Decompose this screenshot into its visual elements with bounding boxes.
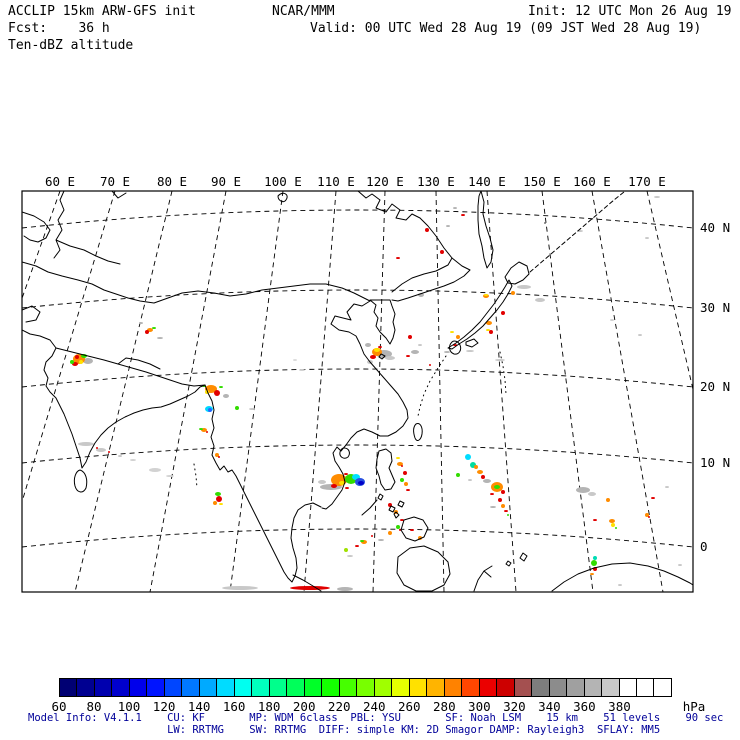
radar-echo <box>78 442 94 446</box>
radar-echo <box>96 447 98 449</box>
lon-label: 110 E <box>317 174 355 189</box>
model-info-line2: LW: RRTMG SW: RRTMG DIFF: simple KM: 2D Smagor DAMP: Rayleigh3 SFLAY: MM5 <box>28 724 661 736</box>
radar-echo <box>378 346 382 348</box>
radar-echo <box>318 480 326 484</box>
island-chain <box>194 464 197 488</box>
coastline <box>414 424 423 441</box>
coastline <box>392 258 452 292</box>
radar-echo <box>79 360 83 364</box>
radar-echo <box>290 586 330 590</box>
lon-label: 100 E <box>264 174 302 189</box>
colorbar-cell <box>445 679 462 696</box>
radar-echo <box>299 369 305 371</box>
lat-label: 10 N <box>700 455 731 470</box>
colorbar-cell <box>200 679 217 696</box>
coastline <box>397 546 450 591</box>
model-info-line1: Model Info: V4.1.1 CU: KF MP: WDM 6class PBL: YSU SF: Noah LSM 15 km 51 levels 90 sec <box>28 712 724 724</box>
coastline <box>56 348 205 386</box>
radar-echo <box>401 465 403 467</box>
colorbar-cell <box>427 679 444 696</box>
radar-echo <box>219 386 223 388</box>
gridline-meridian <box>542 191 593 592</box>
radar-echo <box>75 355 79 359</box>
radar-echo <box>461 214 465 216</box>
radar-echo <box>344 473 348 475</box>
radar-echo <box>444 351 450 353</box>
forecast-hour: Fcst: 36 h <box>8 21 110 36</box>
radar-echo <box>465 454 471 460</box>
colorbar-cell <box>497 679 514 696</box>
colorbar-cell <box>340 679 357 696</box>
coastline <box>401 517 428 541</box>
coastline <box>478 191 493 268</box>
colorbar-cell <box>357 679 374 696</box>
radar-echo <box>490 493 494 495</box>
coastline <box>112 191 287 202</box>
colorbar-tick: 120 <box>152 699 176 714</box>
radar-echo <box>118 455 122 457</box>
radar-echo <box>440 250 444 254</box>
radar-echo <box>218 456 220 458</box>
init-time: Init: 12 UTC Mon 26 Aug 19 <box>528 4 732 19</box>
lat-label: 0 <box>700 539 708 554</box>
colorbar-cell <box>480 679 497 696</box>
radar-echo <box>293 359 297 361</box>
radar-echo <box>365 343 371 347</box>
colorbar-tick: 160 <box>222 699 246 714</box>
gridline-parallel <box>22 210 693 228</box>
radar-echo <box>108 451 110 453</box>
radar-echo <box>611 523 615 527</box>
radar-echo <box>450 331 454 333</box>
radar-echo <box>396 525 400 529</box>
colorbar-cell <box>270 679 287 696</box>
radar-echo <box>385 356 395 360</box>
radar-echo <box>222 586 258 590</box>
gridline-meridian <box>304 191 336 592</box>
colorbar-cell <box>165 679 182 696</box>
lon-label: 130 E <box>417 174 455 189</box>
lon-label: 90 E <box>210 174 242 189</box>
radar-echo <box>490 506 496 508</box>
radar-echo <box>504 510 508 512</box>
colorbar-cell <box>287 679 304 696</box>
radar-echo <box>166 475 174 477</box>
radar-echo <box>358 481 364 485</box>
radar-echo <box>489 330 493 334</box>
radar-echo <box>331 484 337 488</box>
colorbar-tick: 140 <box>187 699 211 714</box>
gridline-parallel <box>22 445 693 463</box>
page-title: ACCLIP 15km ARW-GFS init <box>8 4 196 19</box>
radar-echo <box>466 350 474 352</box>
colorbar-tick: 80 <box>86 699 102 714</box>
coastline <box>22 212 50 322</box>
radar-echo <box>481 475 485 479</box>
colorbar-tick: 300 <box>468 699 491 714</box>
colorbar-cell <box>550 679 567 696</box>
radar-echo <box>219 503 223 505</box>
lon-label: 140 E <box>468 174 506 189</box>
colorbar-cell <box>322 679 339 696</box>
radar-echo <box>199 428 203 430</box>
radar-echo <box>345 487 349 489</box>
colorbar-tick: 260 <box>397 699 421 714</box>
radar-echo <box>606 498 610 502</box>
coastline <box>22 330 205 468</box>
coastline <box>358 191 470 301</box>
radar-echo <box>535 298 545 302</box>
radar-echo <box>453 207 457 209</box>
colorbar-tick: 340 <box>538 699 561 714</box>
coastline <box>370 300 395 344</box>
colorbar-tick: 240 <box>362 699 386 714</box>
colorbar-cell <box>130 679 147 696</box>
radar-echo <box>446 225 450 227</box>
map-border <box>22 191 693 592</box>
radar-echo <box>648 516 650 518</box>
colorbar-cell <box>654 679 670 696</box>
colorbar-cell <box>95 679 112 696</box>
colorbar-cell <box>462 679 479 696</box>
radar-echo <box>249 408 255 410</box>
colorbar-cell <box>602 679 619 696</box>
radar-echo <box>149 468 161 472</box>
radar-echo <box>396 457 400 459</box>
lat-label: 40 N <box>700 220 731 235</box>
colorbar-cell <box>60 679 77 696</box>
colorbar-cell <box>77 679 94 696</box>
lon-label: 170 E <box>628 174 666 189</box>
radar-echo <box>403 471 407 475</box>
lon-label: 150 E <box>523 174 561 189</box>
radar-echo <box>374 348 380 352</box>
radar-echo <box>609 519 615 523</box>
radar-echo <box>456 473 460 477</box>
radar-echo <box>477 470 483 474</box>
radar-echo <box>665 486 669 488</box>
colorbar-cell <box>585 679 602 696</box>
gridline-meridian <box>373 191 385 592</box>
radar-echo <box>406 355 410 357</box>
radar-echo <box>344 548 348 552</box>
lat-label: 30 N <box>700 300 731 315</box>
radar-echo <box>215 492 221 496</box>
radar-echo <box>494 485 500 489</box>
coastline <box>552 563 693 591</box>
colorbar-unit: hPa <box>682 699 706 714</box>
radar-echo <box>400 478 404 482</box>
radar-echo <box>396 257 400 259</box>
radar-echo <box>498 498 502 502</box>
coastline <box>506 553 527 566</box>
coastline <box>205 385 321 582</box>
center-name: NCAR/MMM <box>272 4 335 19</box>
colorbar-cell <box>182 679 199 696</box>
radar-echo <box>152 327 156 329</box>
colorbar-ticks <box>51 699 672 714</box>
radar-echo <box>615 527 617 529</box>
radar-echo <box>371 535 373 537</box>
coastline <box>376 449 395 490</box>
radar-echo <box>418 344 422 346</box>
radar-echo <box>378 539 384 541</box>
radar-echo <box>425 228 429 232</box>
product-name: Ten-dBZ altitude <box>8 38 134 53</box>
colorbar-tick: 280 <box>433 699 456 714</box>
lon-label: 160 E <box>573 174 611 189</box>
colorbar-cell <box>375 679 392 696</box>
radar-echo <box>484 294 488 296</box>
radar-echo <box>651 497 655 499</box>
gridline-meridian <box>230 191 283 592</box>
radar-echo <box>235 406 239 410</box>
colorbar-cell <box>532 679 549 696</box>
radar-echo <box>544 222 546 224</box>
colorbar-tick: 60 <box>51 699 67 714</box>
radar-echo <box>355 545 359 547</box>
radar-echo <box>474 465 478 469</box>
radar-echo <box>139 322 143 324</box>
radar-echo <box>429 364 431 366</box>
radar-echo <box>618 584 622 586</box>
radar-echo <box>213 501 217 505</box>
colorbar-tick: 380 <box>608 699 631 714</box>
gridline-parallel <box>22 529 693 547</box>
radar-echo <box>593 519 597 521</box>
colorbar-tick: 220 <box>327 699 351 714</box>
lon-label: 80 E <box>156 174 188 189</box>
coastline <box>118 358 160 369</box>
radar-echo <box>610 319 614 321</box>
colorbar-cell <box>217 679 234 696</box>
radar-echo <box>214 390 220 396</box>
radar-echo <box>483 479 491 483</box>
radar-echo <box>145 330 149 334</box>
radar-echo <box>507 514 509 516</box>
radar-echo <box>654 196 660 198</box>
radar-echo <box>645 237 649 239</box>
colorbar-tick: 200 <box>292 699 316 714</box>
lat-label: 20 N <box>700 379 731 394</box>
colorbar-cell <box>567 679 584 696</box>
radar-echo <box>408 335 412 339</box>
coastline <box>340 448 350 458</box>
coastline <box>474 566 492 591</box>
radar-echo <box>206 431 208 433</box>
radar-echo <box>456 335 460 339</box>
radar-echo <box>70 360 74 364</box>
radar-echo <box>216 496 222 502</box>
radar-echo <box>388 531 392 535</box>
radar-echo <box>337 587 353 591</box>
colorbar-tick: 360 <box>573 699 596 714</box>
radar-echo <box>370 355 376 359</box>
gridline-meridian <box>0 191 60 592</box>
radar-echo <box>223 394 229 398</box>
radar-echo <box>208 408 212 412</box>
colorbar-cell <box>410 679 427 696</box>
colorbar-cell <box>147 679 164 696</box>
radar-echo <box>130 459 136 461</box>
radar-echo <box>468 479 472 481</box>
colorbar-cell <box>112 679 129 696</box>
radar-echo <box>588 492 596 496</box>
colorbar-cell <box>620 679 637 696</box>
radar-echo <box>495 359 505 361</box>
radar-echo <box>501 490 505 494</box>
radar-echo <box>590 573 594 575</box>
colorbar-tick: 180 <box>257 699 281 714</box>
colorbar <box>59 678 672 697</box>
coastline <box>450 341 461 354</box>
colorbar-tick: 100 <box>117 699 141 714</box>
radar-echo <box>638 334 642 336</box>
radar-echo <box>411 350 419 354</box>
colorbar-cell <box>515 679 532 696</box>
radar-echo <box>501 504 505 508</box>
radar-echo <box>576 487 590 493</box>
radar-echo <box>591 560 597 566</box>
coastline <box>22 191 370 303</box>
radar-echo <box>157 337 163 339</box>
colorbar-cell <box>637 679 654 696</box>
radar-echo <box>511 291 515 295</box>
colorbar-cell <box>305 679 322 696</box>
radar-echo <box>347 555 353 557</box>
gridline-meridian <box>75 191 172 592</box>
gridline-meridian <box>0 191 115 592</box>
radar-echo <box>404 482 408 486</box>
gridline-meridian <box>592 191 663 592</box>
coastline <box>362 494 404 518</box>
colorbar-cell <box>392 679 409 696</box>
radar-echo <box>678 564 682 566</box>
valid-time: Valid: 00 UTC Wed 28 Aug 19 (09 JST Wed 28 Aug 19) <box>310 21 702 36</box>
radar-echo <box>360 540 364 542</box>
island-chain <box>418 356 446 416</box>
colorbar-cell <box>235 679 252 696</box>
lon-label: 120 E <box>366 174 404 189</box>
radar-echo <box>410 529 414 531</box>
radar-echo <box>501 311 505 315</box>
radar-echo <box>406 489 410 491</box>
colorbar-tick: 320 <box>503 699 526 714</box>
coastline <box>74 470 86 492</box>
island-chain <box>500 352 506 394</box>
colorbar-cell <box>252 679 269 696</box>
radar-echo <box>517 285 531 289</box>
radar-echo <box>486 329 490 331</box>
lon-label: 60 E <box>44 174 76 189</box>
gridline-parallel <box>22 369 693 387</box>
lon-label: 70 E <box>99 174 131 189</box>
radar-echo <box>593 556 597 560</box>
coastline <box>466 339 478 347</box>
